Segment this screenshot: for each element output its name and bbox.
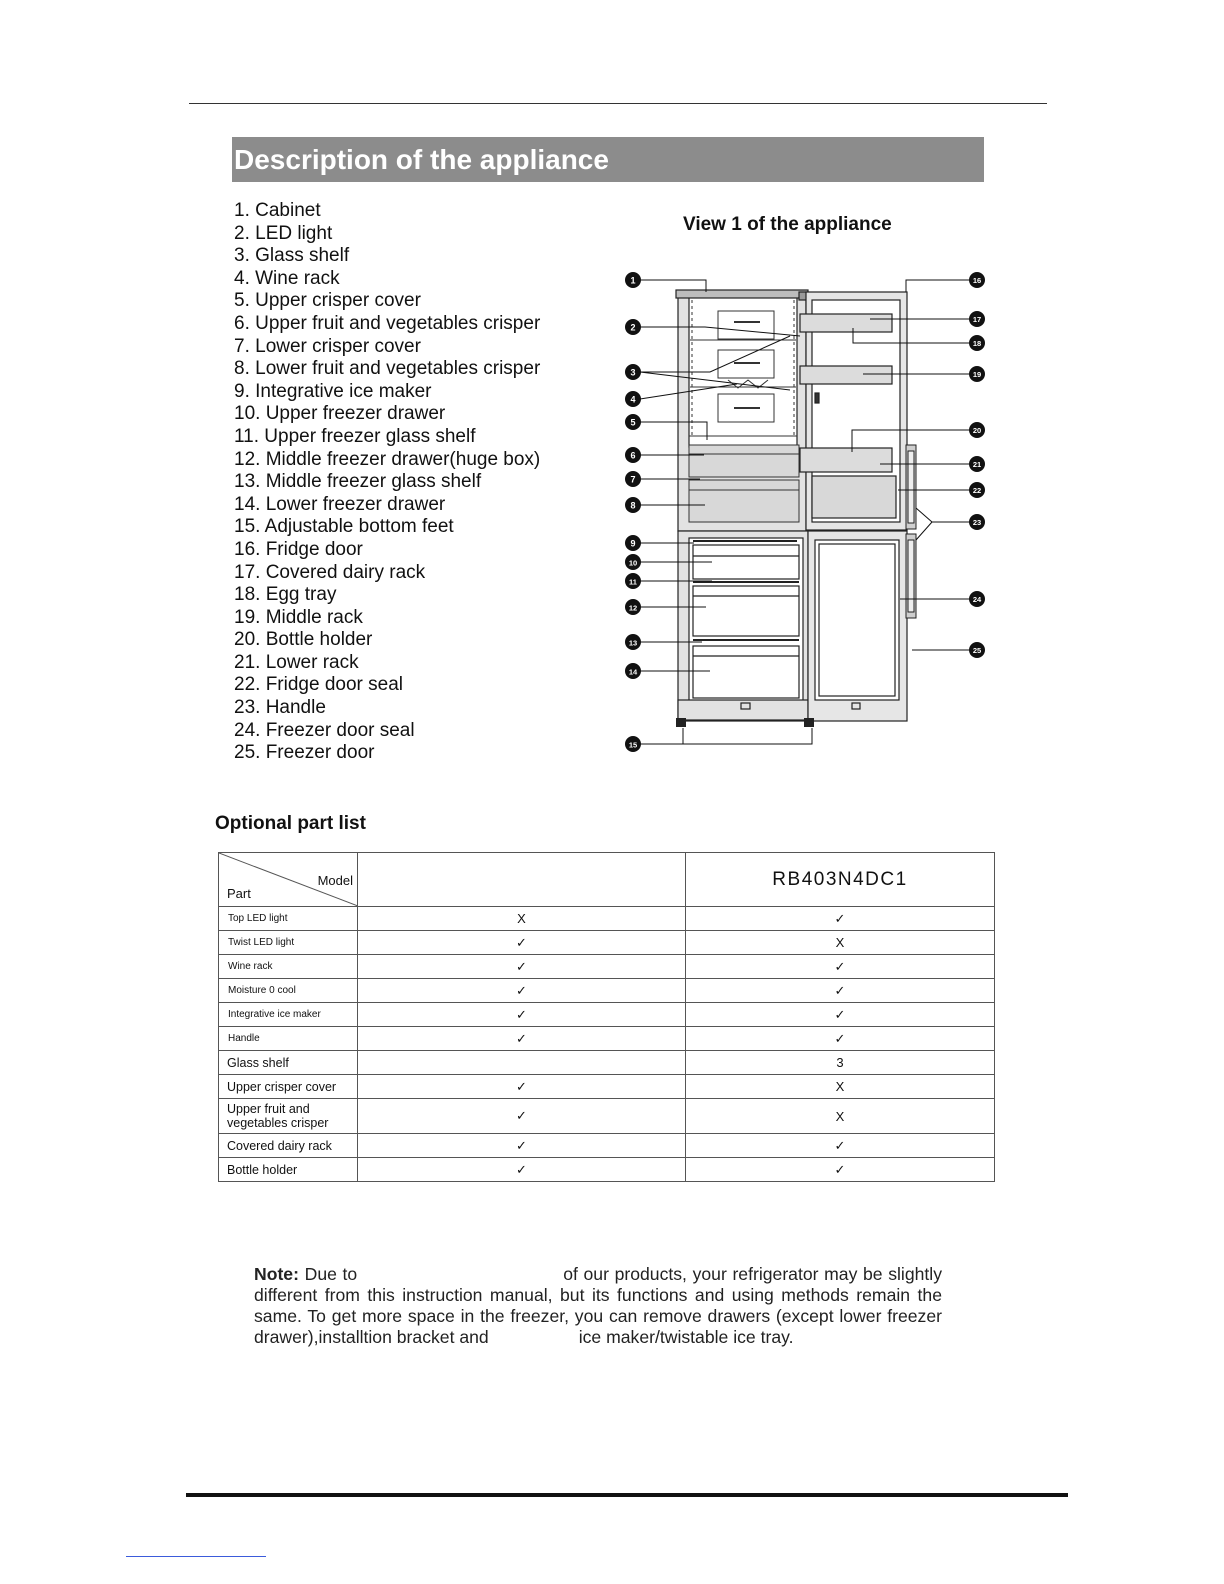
model-1-value-cell: ✓ (358, 1075, 686, 1099)
part-name-cell: Top LED light (219, 907, 358, 931)
model-1-value-cell: ✓ (358, 1003, 686, 1027)
header-diagonal-cell (219, 853, 358, 907)
model-1-value-cell: ✓ (358, 931, 686, 955)
part-label: Part (227, 886, 251, 901)
note-label: Note: (254, 1264, 299, 1284)
model-2-name: RB403N4DC1 (686, 853, 995, 907)
note (254, 1264, 942, 1348)
model-2-value-cell: ✓ (686, 1158, 995, 1182)
svg-text:23: 23 (972, 518, 982, 527)
note-text-1: Due to (304, 1264, 358, 1284)
model-2-value-cell: ✓ (686, 955, 995, 979)
svg-text:12: 12 (628, 603, 638, 613)
list-item: 13. Middle freezer glass shelf (234, 471, 482, 493)
list-item: 6. Upper fruit and vegetables crisper (234, 312, 541, 334)
svg-text:10: 10 (628, 558, 638, 568)
part-name-cell: Upper fruit and vegetables crisper (219, 1099, 358, 1134)
parts-list (234, 200, 540, 765)
fridge-door (800, 292, 907, 530)
list-item: 16. Fridge door (234, 538, 363, 560)
table-row (219, 1158, 995, 1182)
table-row (219, 979, 995, 1003)
svg-text:22: 22 (972, 486, 982, 495)
model-1-value-cell: ✓ (358, 1027, 686, 1051)
diagram-title: View 1 of the appliance (683, 214, 892, 235)
list-item: 14. Lower freezer drawer (234, 493, 446, 515)
list-item: 1. Cabinet (234, 200, 321, 221)
table-header-row (219, 853, 995, 907)
model-2-value-cell: X (686, 1075, 995, 1099)
part-name-cell: Handle (219, 1027, 358, 1051)
svg-text:7: 7 (630, 474, 636, 485)
header-rule (189, 103, 1047, 104)
svg-text:1: 1 (630, 275, 636, 286)
list-item: 21. Lower rack (234, 651, 359, 673)
table-row (219, 1134, 995, 1158)
table-row (219, 1027, 995, 1051)
svg-text:4: 4 (630, 394, 636, 405)
part-name-cell: Wine rack (219, 955, 358, 979)
model-2-value-cell: ✓ (686, 907, 995, 931)
part-name-cell: Upper crisper cover (219, 1075, 358, 1099)
model-2-value-cell: ✓ (686, 1134, 995, 1158)
list-item: 19. Middle rack (234, 606, 363, 628)
lower-handle (906, 534, 916, 618)
part-name-cell: Moisture 0 cool (219, 979, 358, 1003)
optional-parts-title: Optional part list (215, 813, 366, 834)
model-1-value-cell: ✓ (358, 1099, 686, 1134)
table-row (219, 955, 995, 979)
footer-rule (186, 1493, 1068, 1497)
svg-text:14: 14 (628, 667, 638, 677)
model-2-value-cell: ✓ (686, 1003, 995, 1027)
svg-text:2: 2 (630, 322, 636, 333)
svg-text:17: 17 (972, 315, 982, 324)
list-item: 8. Lower fruit and vegetables crisper (234, 358, 541, 380)
svg-text:13: 13 (628, 638, 638, 648)
model-2-value-cell: 3 (686, 1051, 995, 1075)
part-name-cell: Covered dairy rack (219, 1134, 358, 1158)
optional-parts-table (218, 852, 995, 1182)
table-row (219, 907, 995, 931)
upper-handle (906, 445, 916, 529)
list-item: 17. Covered dairy rack (234, 561, 426, 583)
freezer-cabinet (678, 531, 808, 721)
svg-text:25: 25 (972, 646, 982, 655)
model-label: Model (317, 873, 353, 888)
list-item: 7. Lower crisper cover (234, 335, 421, 357)
list-item: 3. Glass shelf (234, 245, 350, 267)
svg-text:20: 20 (972, 426, 982, 435)
table-row (219, 1003, 995, 1027)
list-item: 20. Bottle holder (234, 629, 373, 651)
refrigerator-diagram (618, 265, 994, 760)
svg-text:18: 18 (972, 339, 982, 348)
svg-text:3: 3 (630, 367, 636, 378)
svg-text:6: 6 (630, 450, 636, 461)
model-2-value-cell: X (686, 931, 995, 955)
model-1-value-cell: X (358, 907, 686, 931)
part-name-cell: Bottle holder (219, 1158, 358, 1182)
svg-text:8: 8 (630, 500, 636, 511)
table-row (219, 1099, 995, 1134)
model-2-value-cell: X (686, 1099, 995, 1134)
footer-link-underline (126, 1556, 266, 1557)
part-name-cell: Twist LED light (219, 931, 358, 955)
list-item: 11. Upper freezer glass shelf (234, 425, 476, 447)
table-row (219, 1075, 995, 1099)
note-text-2: of our products, your refrigerator may be slightly different from this instruction manual, but its functions and using methods remain the same. To get more space in the freezer, you can remove drawers (except lower freezer drawer),installtion bracket and (254, 1264, 942, 1347)
svg-text:15: 15 (628, 740, 638, 750)
svg-text:11: 11 (629, 577, 637, 587)
list-item: 10. Upper freezer drawer (234, 403, 446, 425)
model-1-value-cell (358, 1051, 686, 1075)
model-1-value-cell: ✓ (358, 955, 686, 979)
model-1-value-cell: ✓ (358, 1134, 686, 1158)
list-item: 2. LED light (234, 222, 333, 244)
svg-text:19: 19 (972, 370, 982, 379)
list-item: 4. Wine rack (234, 267, 340, 289)
table-row (219, 931, 995, 955)
model-1-name (358, 853, 686, 907)
list-item: 23. Handle (234, 697, 326, 719)
list-item: 18. Egg tray (234, 584, 337, 606)
callouts-left (625, 272, 641, 752)
svg-text:5: 5 (630, 417, 636, 428)
part-name-cell: Glass shelf (219, 1051, 358, 1075)
list-item: 22. Fridge door seal (234, 674, 403, 696)
list-item: 9. Integrative ice maker (234, 380, 432, 402)
model-1-value-cell: ✓ (358, 979, 686, 1003)
list-item: 15. Adjustable bottom feet (234, 516, 454, 538)
section-title: Description of the appliance (232, 137, 984, 182)
model-2-value-cell: ✓ (686, 979, 995, 1003)
svg-text:16: 16 (972, 276, 982, 285)
model-2-value-cell: ✓ (686, 1027, 995, 1051)
model-1-value-cell: ✓ (358, 1158, 686, 1182)
table-row (219, 1051, 995, 1075)
callouts-right (969, 272, 985, 658)
freezer-door (808, 531, 907, 721)
list-item: 12. Middle freezer drawer(huge box) (234, 448, 541, 470)
list-item: 24. Freezer door seal (234, 719, 415, 741)
note-text-3: ice maker/twistable ice tray. (578, 1327, 794, 1347)
part-name-cell: Integrative ice maker (219, 1003, 358, 1027)
list-item: 25. Freezer door (234, 742, 375, 764)
svg-text:9: 9 (630, 538, 636, 549)
svg-text:24: 24 (972, 595, 982, 604)
svg-text:21: 21 (972, 460, 982, 469)
list-item: 5. Upper crisper cover (234, 290, 421, 312)
